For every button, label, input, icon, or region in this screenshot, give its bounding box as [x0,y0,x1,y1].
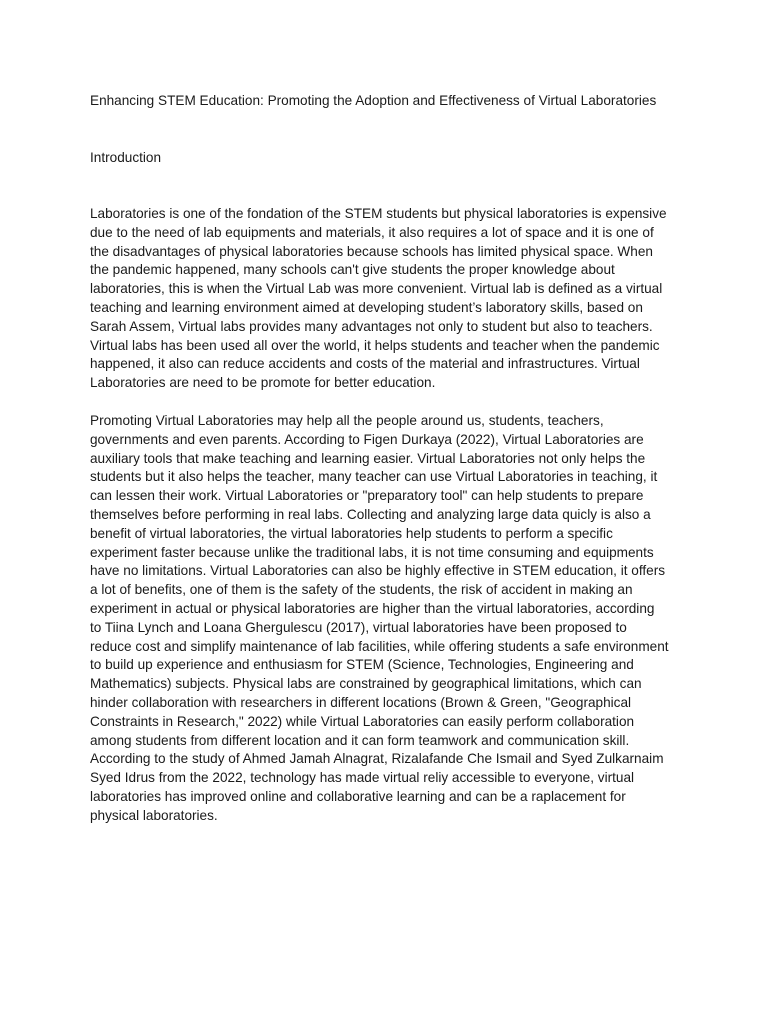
paragraph-1 [90,205,690,393]
paragraph-line: among students from different location and it can form teamwork and communication skill. [90,732,630,748]
paragraph-line: Virtual labs has been used all over the world, it helps students and teacher when the pandemic [90,337,660,353]
paragraph-line: laboratories, this is when the Virtual Lab was more convenient. Virtual lab is defined as a virtual [90,281,663,297]
paragraph-line: Laboratories is one of the fondation of the STEM students but physical laboratories is expensive [90,206,667,221]
paragraph-line: hinder collaboration with researchers in different locations (Brown & Green, "Geographical [90,694,632,710]
paragraph-line: teaching and learning environment aimed at developing student’s laboratory skills, based on [90,299,643,315]
paragraph-line: a lot of benefits, one of them is the safety of the students, the risk of accident in making an [90,582,633,598]
paragraph-line: Mathematics) subjects. Physical labs are constrained by geographical limitations, which can [90,676,642,692]
paragraph-line: Sarah Assem, Virtual labs provides many advantages not only to student but also to teachers. [90,318,653,334]
paragraph-line: students but it also helps the teacher, many teacher can use Virtual Laboratories in teaching, it [90,469,658,485]
document-title: Enhancing STEM Education: Promoting the Adoption and Effectiveness of Virtual Laboratories [90,93,657,108]
paragraph-line: the disadvantages of physical laboratories because schools has limited physical space. When [90,243,653,259]
paragraph-line: reduce cost and simplify maintenance of lab facilities, while offering students a safe environment [90,638,669,654]
paragraph-line: governments and even parents. According to Figen Durkaya (2022), Virtual Laboratories are [90,431,644,447]
paragraph-2 [90,412,690,826]
paragraph-line: auxiliary tools that make teaching and learning easier. Virtual Laboratories not only helps the [90,450,646,466]
paragraph-line: due to the need of lab equipments and materials, it also requires a lot of space and it is one of [90,224,654,240]
paragraph-line: experiment in actual or physical laboratories are higher than the virtual laboratories, according [90,600,655,616]
paragraph-line: to build up experience and enthusiasm for STEM (Science, Technologies, Engineering and [90,657,634,673]
paragraph-line: can lessen their work. Virtual Laboratories or "preparatory tool" can help students to prepare [90,488,644,504]
paragraph-line: physical laboratories. [90,807,218,823]
paragraph-line: laboratories has improved online and collaborative learning and can be a raplacement for [90,788,626,804]
paragraph-line: Syed Idrus from the 2022, technology has made virtual reliy accessible to everyone, virtual [90,770,635,786]
paragraph-line: experiment faster because unlike the traditional labs, it is not time consuming and equipments [90,544,654,560]
paragraph-line: According to the study of Ahmed Jamah Alnagrat, Rizalafande Che Ismail and Syed Zulkarnaim [90,751,664,767]
paragraph-line: Promoting Virtual Laboratories may help all the people around us, students, teachers, [90,413,604,428]
paragraph-line: Constraints in Research," 2022) while Virtual Laboratories can easily perform collaboration [90,713,635,729]
paragraph-line: Laboratories are need to be promote for better education. [90,375,436,391]
section-heading: Introduction [90,150,162,165]
paragraph-line: happened, it also can reduce accidents and costs of the material and infrastructures. Virtual [90,356,640,372]
paragraph-line: have no limitations. Virtual Laboratories can also be highly effective in STEM education, it offers [90,563,666,579]
paragraph-line: to Tiina Lynch and Loana Ghergulescu (2017), virtual laboratories have been proposed to [90,619,627,635]
paragraph-line: themselves before performing in real labs. Collecting and analyzing large data quicly is also a [90,506,651,522]
paragraph-line: the pandemic happened, many schools can't give students the proper knowledge about [90,262,615,278]
paragraph-line: benefit of virtual laboratories, the virtual laboratories help students to perform a specific [90,525,613,541]
